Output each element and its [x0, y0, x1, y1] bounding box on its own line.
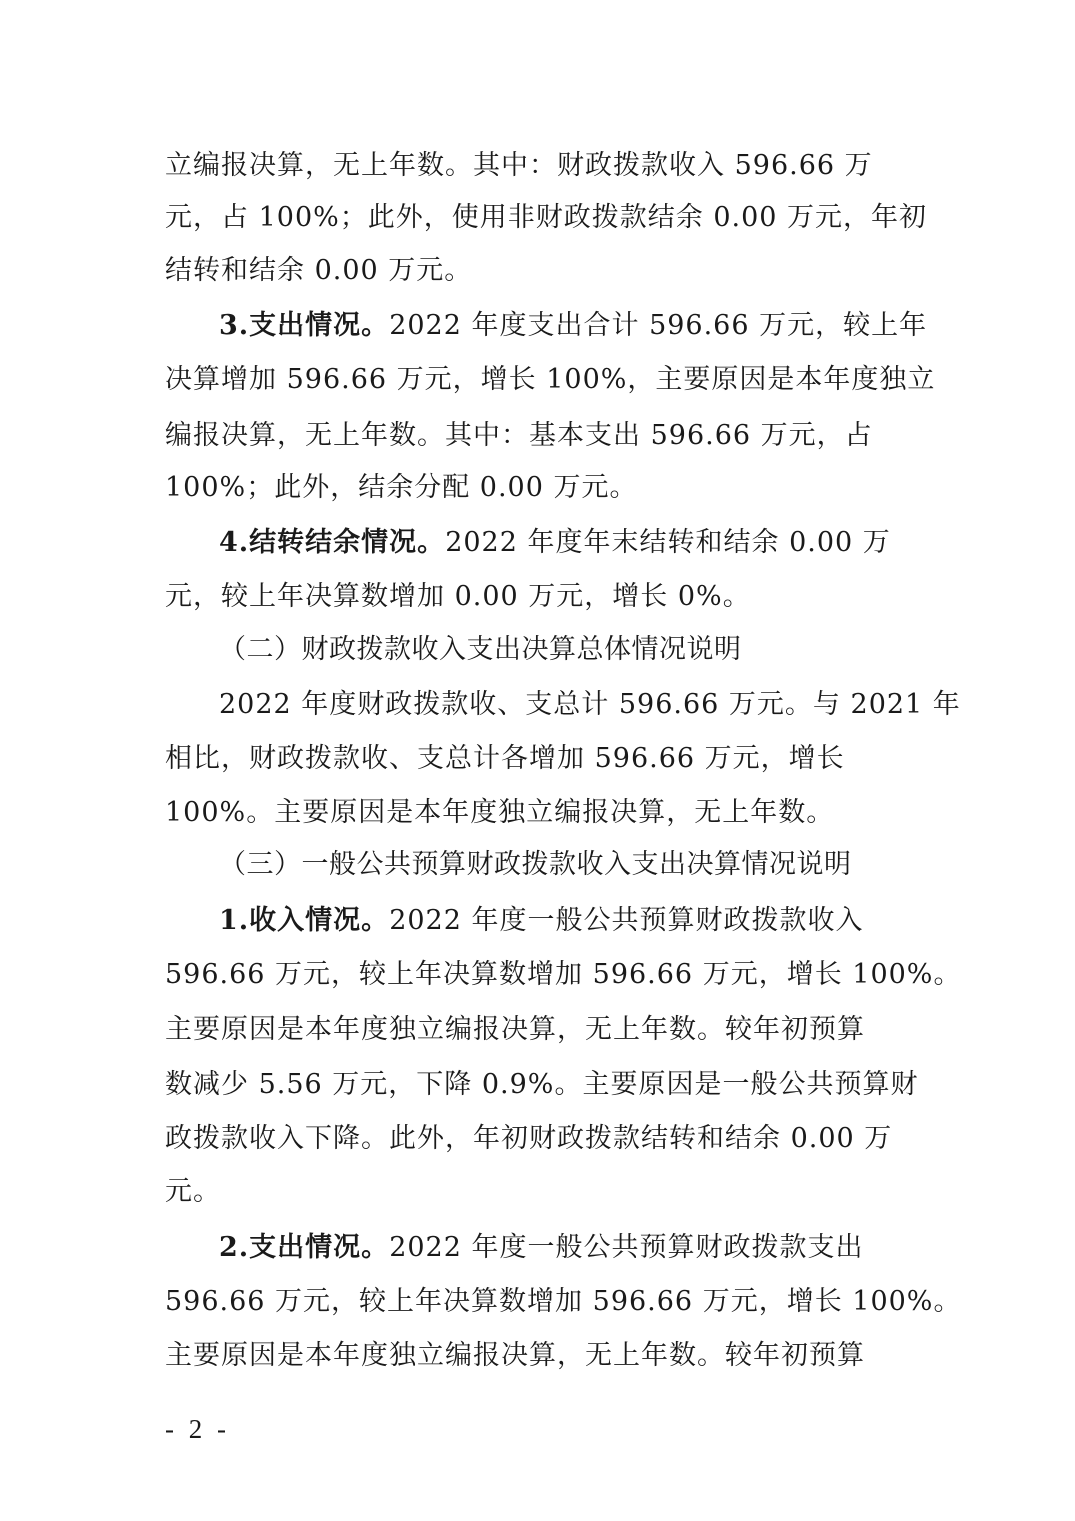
general-income-line-5: 政拨款收入下降。此外，年初财政拨款结转和结余 0.00 万 — [165, 1123, 893, 1154]
carryover-heading: 4.结转结余情况。 — [219, 527, 446, 558]
expenditure-line-2: 决算增加 596.66 万元，增长 100%，主要原因是本年度独立 — [165, 364, 936, 395]
expenditure-heading: 3.支出情况。 — [219, 310, 390, 341]
general-income-line-6: 元。 — [165, 1176, 221, 1207]
general-income-heading: 1.收入情况。 — [219, 905, 390, 936]
general-expenditure-line-2: 596.66 万元，较上年决算数增加 596.66 万元，增长 100%。 — [165, 1286, 962, 1317]
general-expenditure-heading: 2.支出情况。 — [219, 1232, 390, 1263]
expenditure-paragraph-line-1 — [219, 309, 927, 343]
general-expenditure-text: 2022 年度一般公共预算财政拨款支出 — [389, 1232, 864, 1263]
general-income-line-3: 主要原因是本年度独立编报决算，无上年数。较年初预算 — [165, 1014, 865, 1045]
income-tail-line-1: 立编报决算，无上年数。其中：财政拨款收入 596.66 万 — [165, 150, 873, 181]
income-tail-line-3: 结转和结余 0.00 万元。 — [165, 255, 473, 286]
general-income-line-2: 596.66 万元，较上年决算数增加 596.66 万元，增长 100%。 — [165, 959, 962, 990]
general-expenditure-line-3: 主要原因是本年度独立编报决算，无上年数。较年初预算 — [165, 1340, 865, 1371]
section-two-line-1: 2022 年度财政拨款收、支总计 596.66 万元。与 2021 年 — [219, 689, 961, 720]
expenditure-text: 2022 年度支出合计 596.66 万元，较上年 — [389, 310, 928, 341]
general-income-paragraph-line-1 — [219, 904, 863, 938]
expenditure-line-3: 编报决算，无上年数。其中：基本支出 596.66 万元，占 — [165, 420, 873, 451]
carryover-line-2: 元，较上年决算数增加 0.00 万元，增长 0%。 — [165, 581, 751, 612]
expenditure-line-4: 100%；此外，结余分配 0.00 万元。 — [165, 472, 638, 503]
section-three-title: （三）一般公共预算财政拨款收入支出决算情况说明 — [219, 849, 852, 880]
section-two-title: （二）财政拨款收入支出决算总体情况说明 — [219, 634, 742, 665]
section-two-line-2: 相比，财政拨款收、支总计各增加 596.66 万元，增长 — [165, 743, 845, 774]
carryover-text: 2022 年度年末结转和结余 0.00 万 — [445, 527, 891, 558]
income-tail-line-2: 元，占 100%；此外，使用非财政拨款结余 0.00 万元，年初 — [165, 202, 928, 233]
page-number: - 2 - — [165, 1414, 230, 1444]
general-income-text: 2022 年度一般公共预算财政拨款收入 — [389, 905, 864, 936]
general-expenditure-paragraph-line-1 — [219, 1231, 863, 1265]
section-two-line-3: 100%。主要原因是本年度独立编报决算，无上年数。 — [165, 797, 835, 828]
general-income-line-4: 数减少 5.56 万元，下降 0.9%。主要原因是一般公共预算财 — [165, 1069, 919, 1100]
carryover-paragraph-line-1 — [219, 526, 891, 560]
